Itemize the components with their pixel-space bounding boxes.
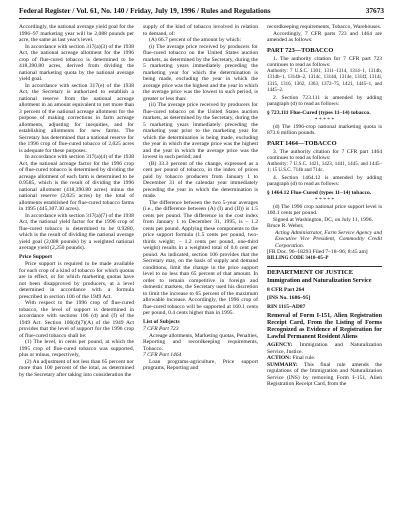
authority-citation: Authority: 7 U.S.C. 1301, 1311–1314, 1314–1, 1314b, 1314b–1, 1314b–2, 1314c, 1314d, 1314e, 1314f, 1314i, 1315, 1316, 1362, 1363, 1372–75, 1421, 1445–1, and 1445–2. bbox=[267, 68, 382, 94]
agency-line bbox=[267, 342, 382, 355]
paragraph: (d) The 1996 crop national price support level is 160.1 cents per pound. bbox=[267, 203, 382, 217]
signer-title: Acting Administrator, Farm Service Agency and Executive Vice President, Commodity Credit Corporation. bbox=[275, 229, 382, 249]
paragraph: Accordingly, 7 CFR parts 723 and 1464 are amended as follows: bbox=[267, 30, 382, 43]
summary-line bbox=[267, 362, 382, 388]
ellipsis-stars: * * * * * bbox=[314, 197, 335, 204]
agency-label: AGENCY: bbox=[267, 342, 293, 349]
header-citation: Federal Register / Vol. 61, No. 140 / Friday, July 19, 1996 / Rules and Regulations bbox=[19, 6, 271, 15]
cfr-part: 7 CFR Part 1464 bbox=[143, 352, 182, 358]
ins-number: [INS No. 1686–95] bbox=[267, 295, 311, 302]
signer-name: Bruce R. Weber, bbox=[267, 223, 304, 230]
cfr-part-heading: 8 CFR Part 264 bbox=[267, 286, 305, 293]
signed-line: Signed at Washington, DC, on July 11, 1996. bbox=[273, 216, 373, 223]
part-heading: PART 723—TOBACCO bbox=[267, 46, 334, 54]
columns bbox=[19, 24, 384, 388]
paragraph: In accordance with section 317(e) of the 1938 Act, the Secretary is authorized to establish a national reserve from the national acreage allotment in an amount equivalent to not more than 3 percent of the national acreage allotment for the purpose of making corrections in farm acreage allotments, adjusting for inequities, and for establishing allotments for new farms. The Secretary has determined that a national reserve for the 1996 crop of flue-cured tobacco of 2,025 acres is adequate for these purposes. bbox=[19, 82, 134, 154]
page-header bbox=[19, 6, 384, 19]
subject-list: Acreage allotments, Marketing quotas, Penalties, Reporting and recordkeeping requirements, Tobacco. bbox=[143, 332, 258, 352]
paragraph: 3. The authority citation for 7 CFR part 1464 continues to read as follows: bbox=[267, 148, 382, 162]
section-heading: Price Support bbox=[19, 253, 53, 260]
paragraph: (d) The 1996-crop national marketing quota is 873.6 million pounds. bbox=[267, 123, 382, 137]
paragraph: (ii) The average price received by producers for flue-cured tobacco on the United States auction markets, as determined by the Secretary, during the 5 marketing years immediately preceding the marketing year prior to the marketing year for which the determination is being made, excluding the year in which the average price was the highest and the year in which the average price was the lowest in such period; and bbox=[143, 102, 258, 160]
rin-number: RIN 1115–AD87 bbox=[267, 303, 306, 310]
paragraph: (B) 33.3 percent of the change, expressed as a cent per pound of tobacco, in the index of prices paid by tobacco producers from January 1 to December 31 of the calendar year immediately preceding the year in which the determination is made. bbox=[143, 160, 258, 199]
paragraph: 4. Section 1464.12 is amended by adding paragraph (d) to read as follows: bbox=[267, 174, 382, 188]
paragraph: supply of the kind of tobacco involved in relation to demand, of: bbox=[143, 24, 258, 37]
action-text: Final rule. bbox=[292, 355, 316, 362]
subject-list: Loan programs-agriculture, Price support programs, Reporting and bbox=[143, 358, 258, 371]
paragraph: (2) An adjustment of not less than 65 percent nor more than 100 percent of the total, as determined by the Secretary after taking into consideration the bbox=[19, 358, 134, 378]
paragraph: Price support is required to be made available for each crop of a kind of tobacco for which quotas are in effect, or for which marketing quotas have not been disapproved by producers, at a level determined in accordance with a formula prescribed in section 106 of the 1949 Act. bbox=[19, 261, 134, 300]
paragraph: In accordance with section 317(a)(4) of the 1938 Act, the national acreage factor for the 1996 crop of flue-cured tobacco is determined by dividing the acreage allotment of each farm is determined to be 0.9585, which is the result of dividing the 1996 national allotment (418,390.80 acres) minus the national reserve (2,025 acres) by the total of allotments established for flue-cured tobacco farms in 1995 (445,307.30 acres). bbox=[19, 154, 134, 212]
column-3 bbox=[267, 24, 382, 388]
paragraph: 2. Section 723.111 is amended by adding paragraph (d) to read as follows: bbox=[267, 94, 382, 108]
action-label: ACTION: bbox=[267, 355, 292, 362]
column-1 bbox=[19, 24, 134, 388]
cfr-part: 7 CFR Part 723 bbox=[143, 326, 179, 332]
agency-text: Immigration and Naturalization Service, Justice. bbox=[267, 342, 382, 355]
section-title: § 723.111 Flue-Cured (types 11–14) tobacco. bbox=[267, 109, 371, 116]
paragraph: In accordance with section 317(a)(7) of the 1938 Act, the national yield factor for the 1996 crop of flue-cured tobacco is determined to be 0.9280, which is the result of dividing the national average yield goal (2,088 pounds) by a weighted national average yield (2,250 pounds). bbox=[19, 212, 134, 251]
page-number: 37673 bbox=[365, 6, 384, 15]
paragraph: (A) 66.7 percent of the amount by which: bbox=[149, 37, 242, 43]
paragraph: (i) The average price received by producers for flue-cured tobacco on the United States auction markets, as determined by the Secretary, during the 5 marketing years immediately preceding the marketing year for which the determination is being made, excluding the year in which the average price was the highest and the year in which the average price was the lowest in such period, is greater or less than: bbox=[143, 43, 258, 102]
paragraph: In accordance with section 317(a)(3) of the 1938 Act, the national acreage allotment for the 1996 crop of flue-cured tobacco is determined to be 418,390.80 acres, derived from dividing the national marketing quota by the national average yield goal. bbox=[19, 43, 134, 82]
fr-doc: [FR Doc. 96–18293 Filed 7–18–96; 8:45 am] bbox=[267, 249, 368, 256]
summary-label: SUMMARY: bbox=[267, 361, 298, 368]
section-heading: List of Subjects bbox=[143, 318, 180, 325]
paragraph: The difference between the two 5-year averages (i.e., the difference between (A) (I) and (II)) is 1.5 cents per pound. The difference in the cost index from January 1 to December 31, 1995, is − 1.2 cents per pound. Applying these components to the price support formula (1.5 cents per pound, two-thirds weight; − 1.2 cents per pound, one-third weight) results in a weighted total of 0.6 cent per pound. As indicated, section 106 provides that the Secretary may, on the basis of supply and demand conditions, limit the change in the price support level to no less than 65 percent of that amount. In order to remain competitive in foreign and domestic markets, the Secretary used his discretion to limit the increase to 65 percent of the maximum allowable increase. Accordingly, the 1996 crop of flue-cured tobacco will be supported at 160.1 cents per pound, 0.4 cents higher than in 1995. bbox=[143, 199, 258, 316]
paragraph: recordkeeping requirements, Tobacco, Warehouses. bbox=[267, 24, 382, 30]
department-heading: DEPARTMENT OF JUSTICE bbox=[267, 266, 382, 277]
paragraph: (1) The level, in cents per pound, at which the 1995 crop of flue-cured tobacco was supported, plus or minus, respectively, bbox=[19, 339, 134, 358]
summary-text: This final rule amends the regulations of the Immigration and Naturalization Service (INS) by removing Form I–151, Alien Registration Receipt Card, from the bbox=[267, 361, 382, 388]
paragraph: With respect to the 1996 crop of flue-cured tobacco, the level of support is determined in accordance with sections 106 (d) and (f) of the 1949 Act. Section 106(d)(7)(A) of the 1949 Act provides that the level of support for the 1996 crop of flue-cured tobacco shall be: bbox=[19, 300, 134, 339]
agency-heading: Immigration and Naturalization Service bbox=[267, 277, 372, 284]
part-heading: PART 1464—TOBACCO bbox=[267, 139, 337, 147]
section-title: § 1464.12 Flue-Cured (types 11–14) tobacco. bbox=[267, 189, 372, 196]
rule-title: Removal of Form I-151, Alien Registration Receipt Card, From the Listing of Forms Recognized as Evidence of Registration for Lawful Permanent Resident Aliens bbox=[267, 313, 382, 340]
column-2 bbox=[143, 24, 258, 388]
authority-citation: Authority: 7 U.S.C. 1421, 1423, 1441, 1445, and 1445–1; 15 U.S.C. 714b and 714c. bbox=[267, 161, 382, 174]
billing-code: BILLING CODE 3410–05–P bbox=[267, 255, 329, 261]
paragraph: Accordingly, the national average yield goal for the 1996–97 marketing year will be 2,088 pounds per acre, the same as last year's level. bbox=[19, 24, 134, 43]
ellipsis-stars: * * * * * bbox=[314, 117, 335, 124]
paragraph: 1. The authority citation for 7 CFR part 723 continues to read as follows: bbox=[267, 55, 382, 69]
